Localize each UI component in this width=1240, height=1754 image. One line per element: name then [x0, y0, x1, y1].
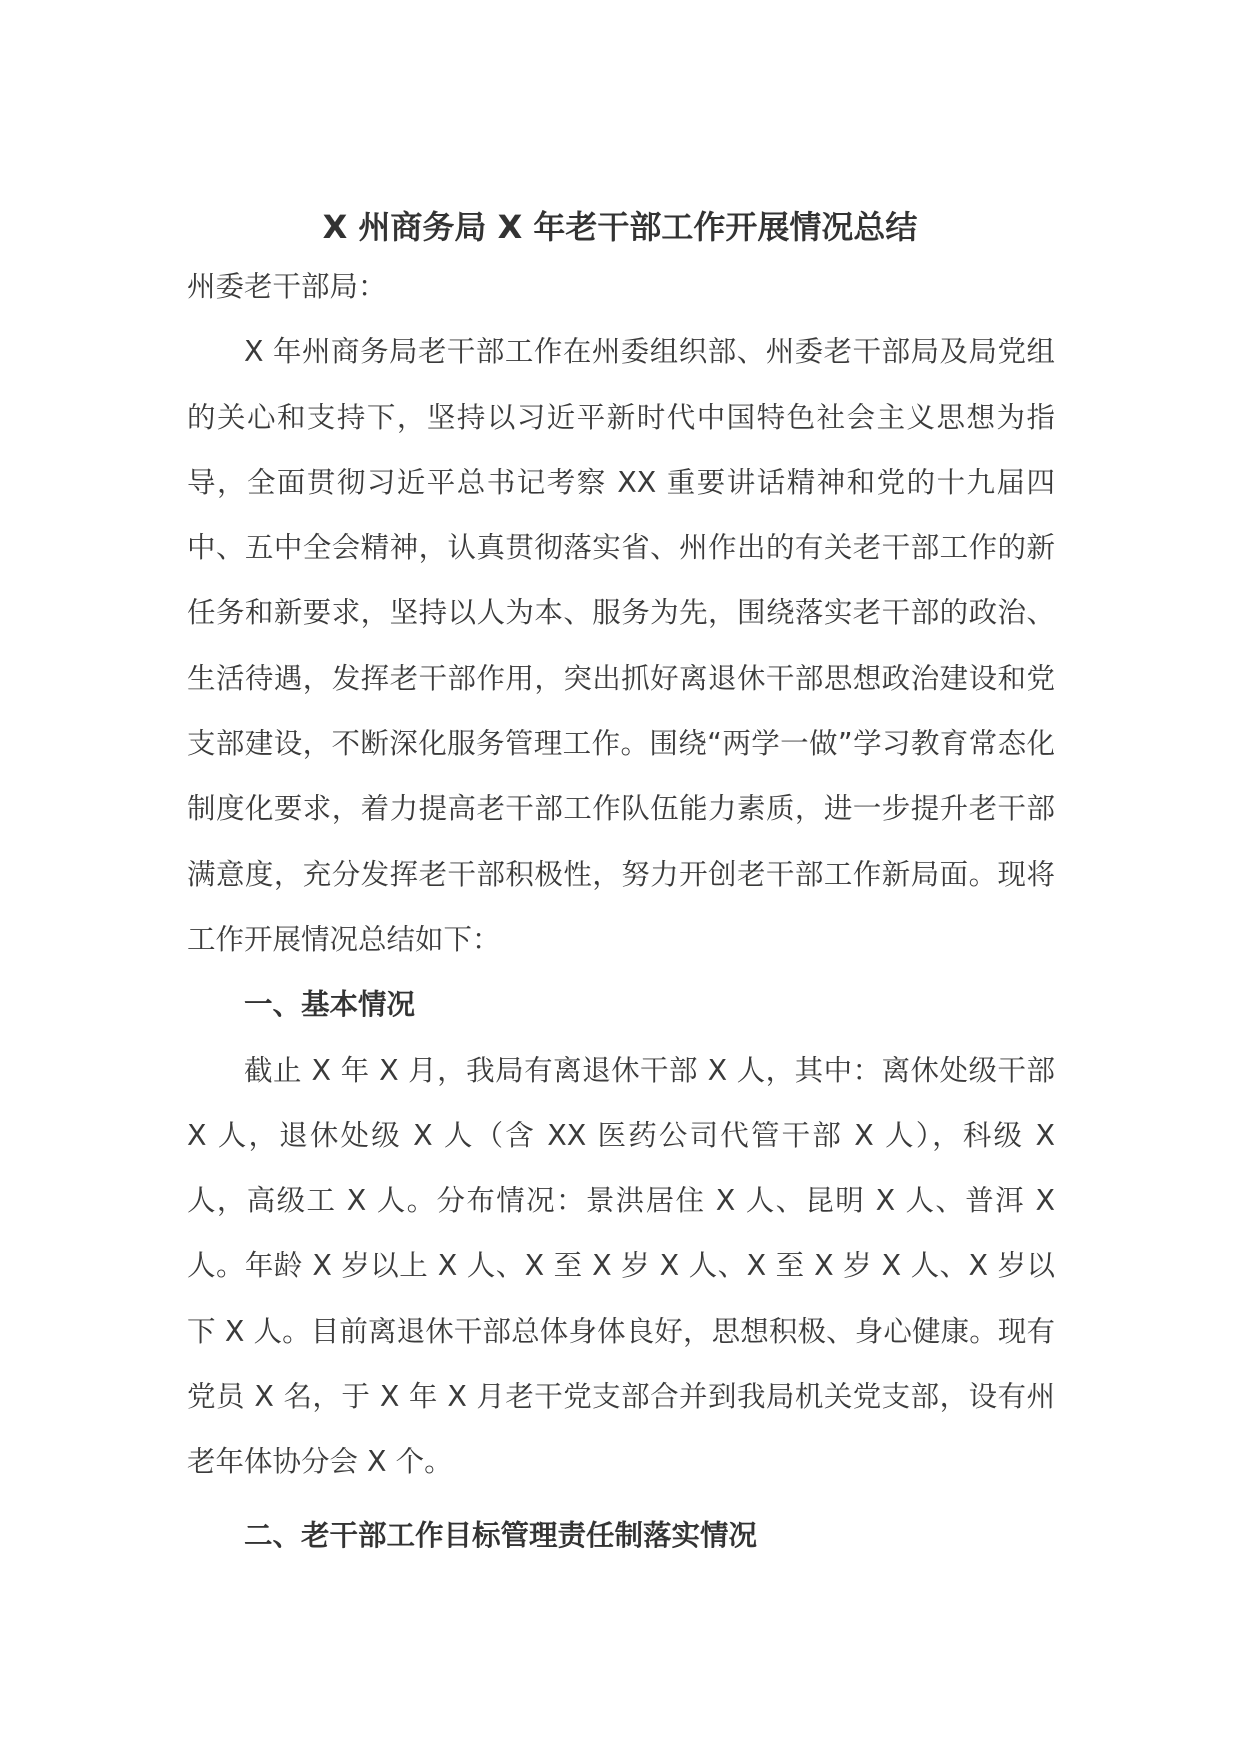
basic-situation-paragraph: 截止 X 年 X 月，我局有离退休干部 X 人，其中：离休处级干部 X 人，退休处级 X 人（含 XX 医药公司代管干部 X 人），科级 X 人，高级工 X 人。分布情况：景洪居住 X 人、昆明 X 人、普洱 X 人。年龄 X 岁以上 X 人、X 至 X 岁 X 人、X 至 X 岁 X 人、X 岁以下 X 人。目前离退休干部总体身体良好，思想积极、身心健康。现有党员 X 名，于 X 年 X 月老干党支部合并到我局机关党支部，设有州老年体协分会 X 个。	[187, 1053, 1055, 1479]
salutation: 州委老干部局：	[187, 270, 387, 303]
document-title: X 州商务局 X 年老干部工作开展情况总结	[322, 208, 918, 246]
section-heading-target-management: 二、老干部工作目标管理责任制落实情况	[244, 1518, 758, 1552]
document-body	[187, 254, 1055, 1568]
intro-paragraph: X 年州商务局老干部工作在州委组织部、州委老干部局及局党组的关心和支持下，坚持以习近平新时代中国特色社会主义思想为指导，全面贯彻习近平总书记考察 XX 重要讲话精神和党的十九届四中、五中全会精神，认真贯彻落实省、州作出的有关老干部工作的新任务和新要求，坚持以人为本、服务为先，围绕落实老干部的政治、生活待遇，发挥老干部作用，突出抓好离退休干部思想政治建设和党支部建设，不断深化服务管理工作。围绕“两学一做”学习教育常态化制度化要求，着力提高老干部工作队伍能力素质，进一步提升老干部满意度，充分发挥老干部积极性，努力开创老干部工作新局面。现将工作开展情况总结如下：	[187, 335, 1055, 956]
section-heading-basic-situation: 一、基本情况	[244, 988, 416, 1022]
